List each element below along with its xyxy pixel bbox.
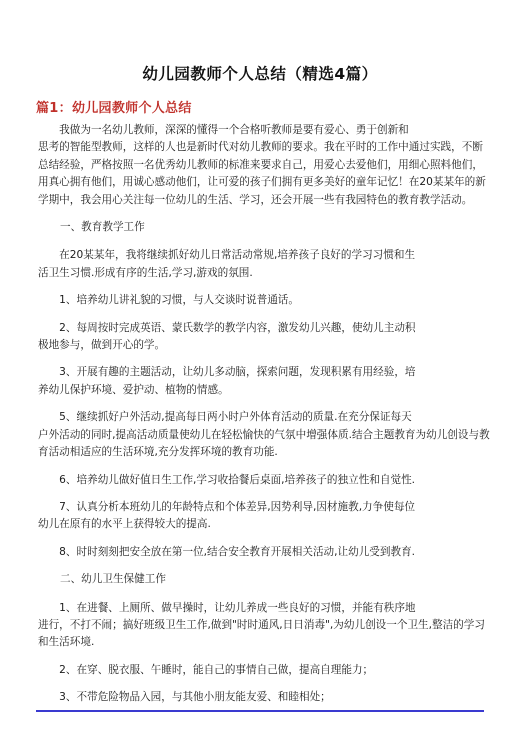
paragraph: [38, 292, 488, 309]
paragraph: [38, 472, 488, 489]
paragraph-line: 活卫生习惯.形成有序的生活,学习,游戏的氛围.: [38, 266, 253, 279]
paragraph-line: 进行，不打不闹；搞好班级卫生工作,做到"时时通风,日日消毒",为幼儿创设一个卫生,整洁的学习: [38, 618, 485, 631]
paragraph: [38, 122, 488, 209]
document-body: [38, 122, 488, 717]
paragraph: [38, 544, 488, 561]
paragraph: [38, 247, 488, 282]
paragraph-line: 7、认真分析本班幼儿的年龄特点和个体差异,因势利导,因材施教,力争使每位: [38, 500, 416, 513]
section-title: 篇1：幼儿园教师个人总结: [36, 101, 192, 116]
paragraph-line: 5、继续抓好户外活动,提高每日两小时户外体育活动的质量.在充分保证每天: [38, 411, 412, 424]
paragraph-line: 1、在进餐、上厕所、做早操时，让幼儿养成一些良好的习惯，并能有秩序地: [38, 601, 416, 614]
paragraph: [38, 499, 488, 534]
paragraph-line: 3、开展有趣的主题活动，让幼儿多动脑，探索问题，发现积累有用经验，培: [38, 366, 416, 379]
paragraph-line: 2、每周按时完成英语、蒙氏数学的教学内容，激发幼儿兴趣，使幼儿主动积: [38, 321, 416, 334]
paragraph-line: 育活动相适应的生活环境,充分发挥环境的教育功能.: [38, 446, 278, 459]
paragraph: [38, 364, 488, 399]
paragraph: [38, 689, 488, 706]
paragraph-line: 总结经验，严格按照一名优秀幼儿教师的标准来要求自己，用爱心去爱他们，用细心照料他们，: [38, 158, 483, 171]
paragraph-line: 用真心拥有他们，用诚心感动他们，让可爱的孩子们拥有更多美好的童年记忆！在20某某年的新: [38, 176, 486, 189]
paragraph: [38, 409, 488, 461]
paragraph: [38, 662, 488, 679]
paragraph-line: 和生活环境.: [38, 636, 95, 649]
paragraph-line: 8、时时刻刻把安全放在第一位,结合安全教育开展相关活动,让幼儿受到教育.: [38, 545, 416, 558]
paragraph-line: 户外活动的同时,提高活动质量使幼儿在轻松愉快的气氛中增强体质.结合主题教育为幼儿创设与教: [38, 428, 490, 441]
paragraph-line: 养幼儿保护环境、爱护动、植物的情感。: [38, 383, 229, 396]
section-heading: 二、幼儿卫生保健工作: [60, 573, 166, 586]
bottom-rule: [36, 710, 484, 712]
paragraph: [38, 600, 488, 652]
paragraph-line: 3、不带危险物品入园，与其他小朋友能友爱、和睦相处；: [38, 691, 331, 704]
paragraph-line: 在20某某年，我将继续抓好幼儿日常活动常规,培养孩子良好的学习习惯和生: [38, 249, 416, 262]
section-heading: 一、教育教学工作: [60, 221, 145, 234]
paragraph-line: 思考的智能型教师，这样的人也是新时代对幼儿教师的要求。我在平时的工作中通过实践，不断: [38, 141, 483, 154]
paragraph-line: 6、培养幼儿做好值日生工作,学习收拾餐后桌面,培养孩子的独立性和自觉性.: [38, 473, 416, 486]
paragraph-line: 1、培养幼儿讲礼貌的习惯，与人交谈时说普通话。: [38, 294, 299, 307]
document-title: 幼儿园教师个人总结（精选4篇）: [142, 65, 378, 83]
paragraph: [38, 320, 488, 355]
paragraph-line: 幼儿在原有的水平上获得较大的提高.: [38, 518, 211, 531]
paragraph-line: 学期中，我会用心关注每一位幼儿的生活、学习，还会开展一些有我园特色的教育教学活动。: [38, 193, 473, 206]
paragraph-line: 2、在穿、脱衣服、午睡时，能自己的事情自己做，提高自理能力；: [38, 663, 374, 676]
paragraph-line: 我做为一名幼儿教师，深深的懂得一个合格听教师是要有爱心、勇于创新和: [38, 124, 409, 136]
paragraph-line: 极地参与，做到开心的学。: [38, 339, 166, 352]
